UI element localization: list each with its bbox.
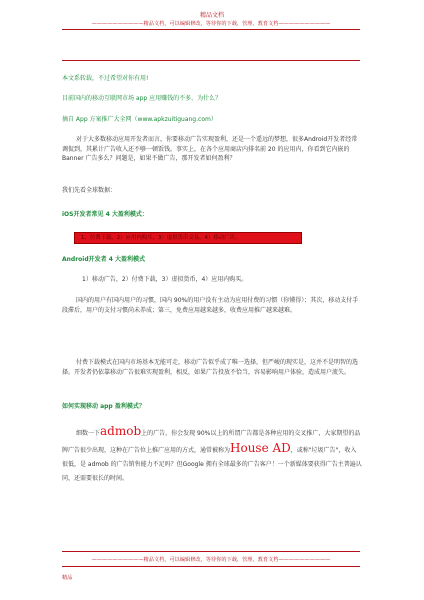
android-heading: Android开发者 4 大盈利模式 [62, 256, 145, 263]
footer-rule-top [62, 551, 360, 552]
header-title: 精品文档 [199, 12, 224, 19]
footer-rule [62, 566, 360, 567]
paragraph-3: 付费下载模式在国内市场基本无能可走，移动广告似乎成了唯一选择，但严峻的现实是，这并不是明智的选择。开发者仍依靠移动广告很难实现盈利，相反，如果广告投放不恰当，容易影响用户体验，造成用户流失。 [62, 359, 359, 376]
source-line: 摘自 App 方案推广大全网（www.apkzuitiguang.com） [62, 116, 217, 123]
android-list: 1）移动广告，2）付费下载，3）虚拟货币，4）应用内购买。 [82, 276, 248, 283]
profit-heading: 如何实现移动 app 盈利模式？ [62, 403, 145, 410]
house-ad-term: House AD [230, 441, 291, 455]
paragraph-1: 对于大多数移动应用开发者而言，你要移动广告实现盈利，还是一个遥远的梦想，很多Android开发者经常调侃到，其累计广告收入还不够一顿饭钱。事实上，在各个应用商店内排名前 20 的应用内，你看到它内嵌的 Banner 广告多么？问题是，如果不做广告，那开发者如何盈利？ [62, 136, 358, 163]
ios-heading: iOS开发者常见 4 大盈利模式： [62, 211, 148, 218]
data-intro: 我们先看全球数据： [62, 187, 117, 194]
reprint-note: 本文系转载，不过希望对你有用! [62, 75, 149, 82]
footer-line: ——————————精品文档，可以编辑修改，等待你的下载，管理，教育文档—————————— [91, 557, 331, 563]
footer-page-label: 精品 [62, 575, 73, 581]
ios-models-text: 1、付费下载，2）应用内购买，3）虚拟货币交易，4）移动广告。 [81, 235, 241, 241]
header-subtitle: ——————————精品文档，可以编辑修改，等待你的下载，管理，教育文档—————————— [91, 21, 331, 27]
question-line: 目前国内的移动互联网市场 app 应用赚钱的不多，为什么？ [62, 95, 222, 102]
ios-models-bar [74, 232, 302, 244]
header-rule-2 [62, 60, 360, 61]
admob-brand: admob [100, 424, 142, 438]
paragraph-2: 国内的用户有国内用户的习惯，国内 90%的用户没有主动为应用付费的习惯（你懂得）；其次，移动支付手段滞后，用户的支付习惯尚未养成；第三，免费应用越来越多，收费应用推广越来越难。 [62, 297, 359, 314]
header-rule [62, 29, 360, 30]
paragraph-4: 细数一下admob上的广告，你会发现 90%以上的所谓广告都是各种应用的交叉推广，大家期望的品牌广告很少出现，这种在广告位上推广应用的方式，通常被称为House AD，或称"垃圾广告"，收入很低，是 admob 的广告销售能力不足吗？但Google 拥有全球最多的广告客户！一个新媒体要获得广告主普遍认同，还需要很长的时间。 [62, 424, 362, 482]
